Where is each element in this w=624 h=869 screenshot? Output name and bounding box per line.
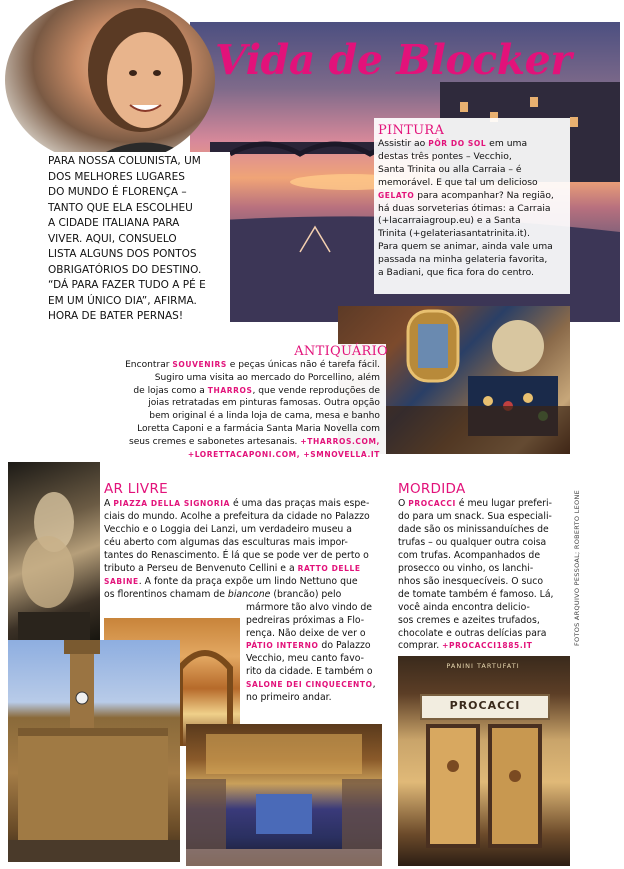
- procacci-photo: [398, 656, 570, 866]
- intro-line: HORA DE BATER PERNAS!: [48, 310, 184, 322]
- ar-livre-section: AR LIVRE A PIAZZA DELLA SIGNORIA é uma das praças mais espe- ciais do mundo. Acolhe a prefeitura da cidade no Palazzo Vecchio e o Loggia dei Lanzi, um verdadeiro museu a céu aberto com algumas das esculturas mais impor- tantes do Renascimento. É lá que se pode ver de perto o tributo a Perseu de Benvenuto Cellini e a RATTO DELLE SABINE. A fonte da praça expõe um lindo Nettuno que os florentinos chamam de biancone (brancão) pelo mármore tão alvo vindo de pedreiras próximas a Flo- rença. Não deixe de ver o PÁTIO INTERNO do Palazzo Vecchio, meu canto favo- rito da cidade. E também o SALONE DEI CINQUECENTO, no primeiro andar.: [104, 480, 386, 705]
- statue-photo: [8, 462, 100, 640]
- ar-livre-title: AR LIVRE: [104, 481, 168, 497]
- mordida-title: MORDIDA: [398, 481, 466, 497]
- intro-text: [48, 152, 230, 344]
- page-title: Vida de Blocker: [215, 36, 572, 84]
- highlight: SABINE: [104, 576, 139, 586]
- link[interactable]: +LORETTACAPONI.COM, +SMNOVELLA.IT: [187, 449, 380, 459]
- intro-line: DOS MELHORES LUGARES: [48, 170, 185, 183]
- highlight: PÁTIO INTERNO: [246, 641, 319, 651]
- antiquario-title: ANTIQUÁRIO: [294, 344, 388, 359]
- salone-photo: [186, 724, 382, 866]
- highlight: SOUVENIRS: [172, 360, 227, 369]
- photo-credit-text: FOTOS ARQUIVO PESSOAL; ROBERTO LEONE: [573, 489, 581, 646]
- awning-text: PANINI TARTUFATI: [446, 662, 520, 670]
- palazzo-vecchio-photo: [8, 640, 180, 862]
- intro-line: VIVER. AQUI, CONSUELO: [48, 232, 177, 245]
- highlight: PÔR DO SOL: [428, 139, 487, 148]
- mordida-section: MORDIDA O PROCACCI é meu lugar preferi- do para um snack. Sua especiali- dade são os minissanduíches de trufas – ou qualquer outra coisa com trufas. Acompanhados de prosecco ou vinho, os lanchi- nhos são inesquecíveis. O suco de tomate também é famoso. Lá, você ainda encontra delicio- sos cremes e azeites trufados, chocolate e outras delícias para comprar. +PROCACCI1885.IT: [398, 480, 558, 653]
- antiquario-section: ANTIQUÁRIO Encontrar SOUVENIRS e peças únicas não é tarefa fácil. Sugiro uma visita ao mercado do Porcellino, além de lojas como a THARROS, que vende reproduções de joias retratadas em pinturas famosas. Outra opção bem original é a linda loja de cama, mesa e banho Loretta Caponi e a farmácia Santa Maria Novella com seus cremes e sabonetes artesanais. +THARROS.COM, +LORETTACAPONI.COM, +SMNOVELLA.IT: [60, 344, 386, 468]
- highlight: PIAZZA DELLA SIGNORIA: [113, 499, 231, 508]
- pintura-title: PINTURA: [378, 123, 445, 138]
- columnist-portrait: [5, 0, 215, 165]
- link[interactable]: +PROCACCI1885.IT: [442, 641, 533, 651]
- intro-line: OBRIGATÓRIOS DO DESTINO.: [48, 263, 202, 276]
- intro-line: “DÁ PARA FAZER TUDO A PÉ E: [48, 279, 206, 291]
- highlight: RATTO DELLE: [297, 563, 361, 573]
- intro-line: EM UM ÚNICO DIA”, AFIRMA.: [48, 294, 197, 307]
- highlight: SALONE DEI CINQUECENTO: [246, 680, 373, 690]
- intro-line: TANTO QUE ELA ESCOLHEU: [48, 201, 193, 214]
- intro-line: PARA NOSSA COLUNISTA, UM: [48, 155, 201, 167]
- highlight: GELATO: [378, 190, 415, 200]
- photo-credit: [573, 486, 587, 646]
- pintura-section: PINTURA Assistir ao PÔR DO SOL em uma destas três pontes – Vecchio, Santa Trinita ou alla Carraia – é memorável. E que tal um delicioso GELATO para acompanhar? Na região, há duas sorveterias ótimas: a Carraia (+lacarraiagroup.eu) e a Santa Trinita (+gelateriasantatrinita.it). Para quem se animar, ainda vale uma passada na minha gelateria favorita, a Badiani, que fica fora do centro.: [374, 118, 570, 294]
- highlight: THARROS: [207, 385, 253, 395]
- intro-line: DO MUNDO É FLORENÇA –: [48, 186, 187, 198]
- procacci-sign: PROCACCI: [420, 694, 550, 720]
- highlight: PROCACCI: [408, 499, 456, 508]
- intro-line: A CIDADE ITALIANA PARA: [48, 217, 180, 229]
- link[interactable]: +THARROS.COM,: [300, 436, 380, 446]
- intro-line: LISTA ALGUNS DOS PONTOS: [48, 248, 197, 260]
